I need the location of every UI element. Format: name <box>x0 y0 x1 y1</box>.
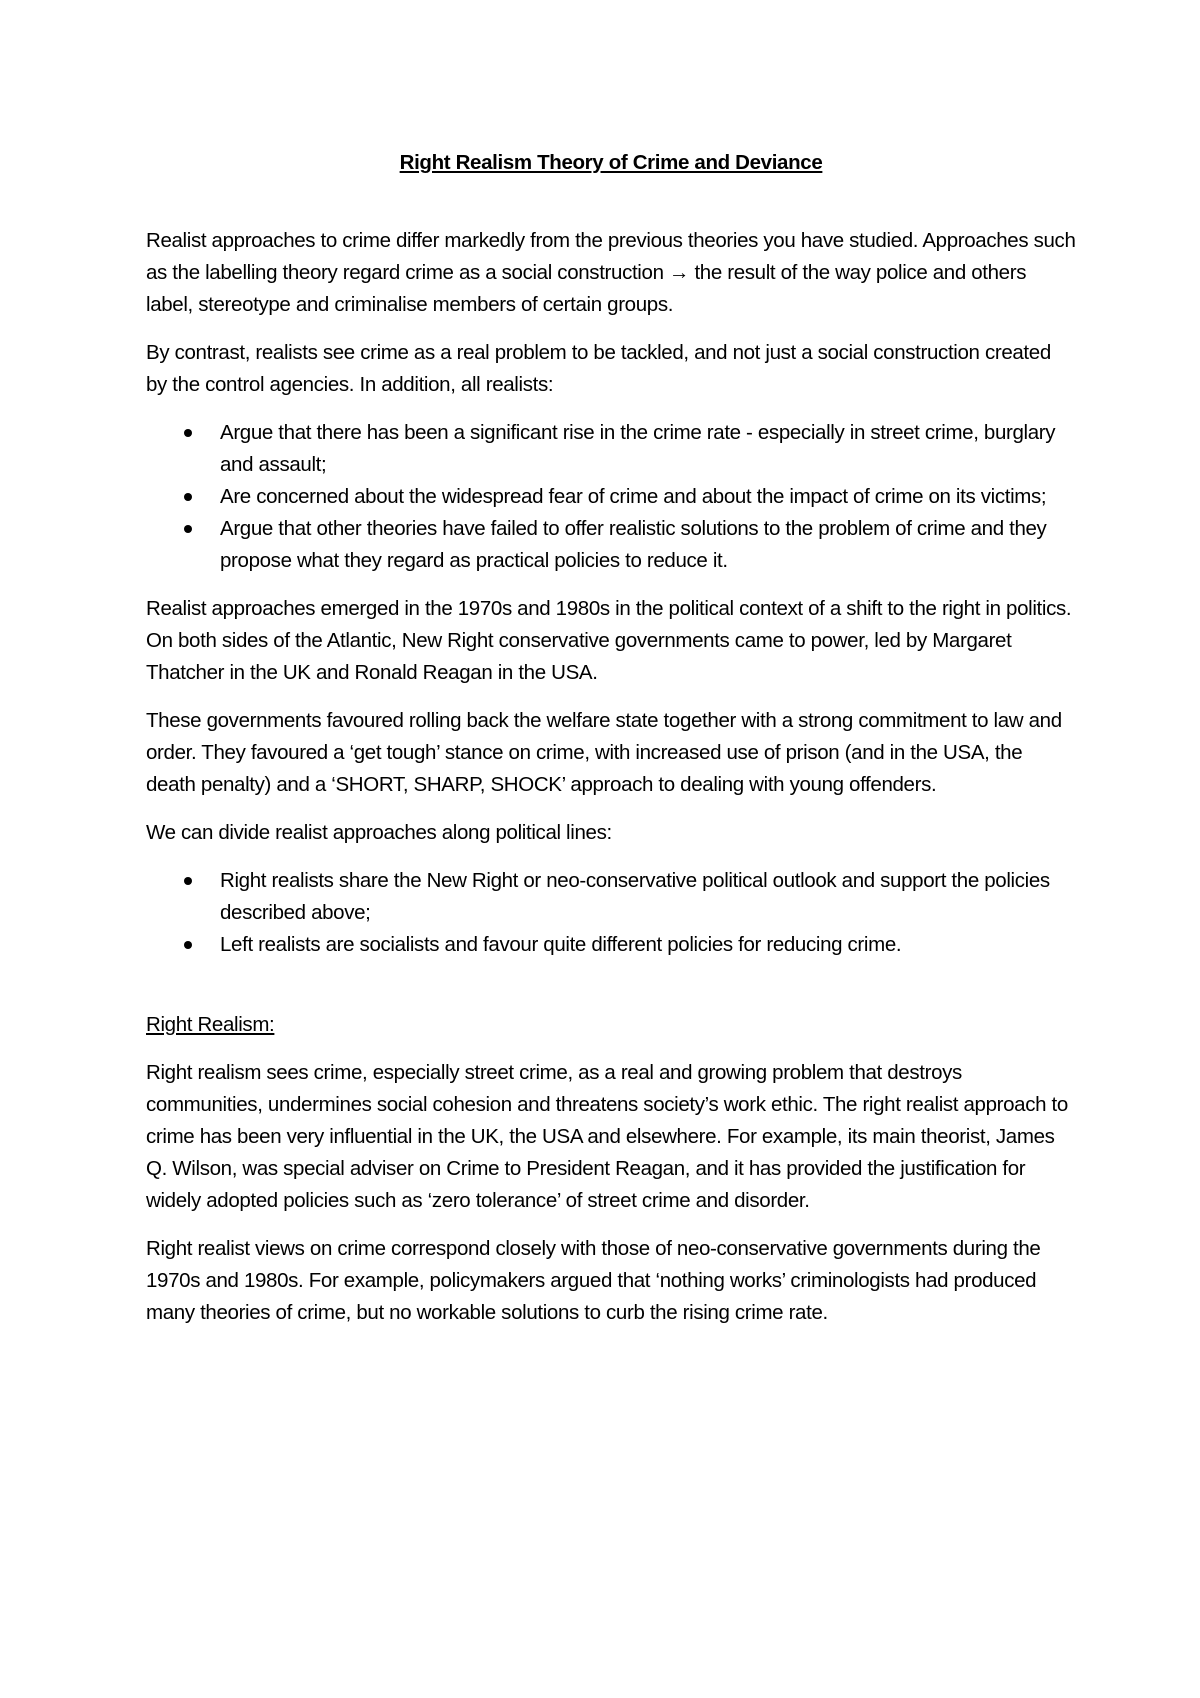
list-item <box>146 417 1076 481</box>
bullet-icon <box>184 429 192 437</box>
document-page <box>146 147 1076 1345</box>
governments-paragraph: These governments favoured rolling back the welfare state together with a strong commitment to law and order. They favoured a ‘get tough’ stance on crime, with increased use of prison (and in the USA, the death penalty) and a ‘SHORT, SHARP, SHOCK’ approach to dealing with young offenders. <box>146 709 1062 796</box>
bullet-icon <box>184 525 192 533</box>
list-item-text: Argue that there has been a significant rise in the crime rate - especially in street crime, burglary and assault; <box>220 421 1056 476</box>
political-points-list <box>146 865 1076 961</box>
bullet-icon <box>184 941 192 949</box>
context-paragraph: Realist approaches emerged in the 1970s and 1980s in the political context of a shift to the right in politics. On both sides of the Atlantic, New Right conservative governments came to power, led by Margaret Thatcher in the UK and Ronald Reagan in the USA. <box>146 597 1072 684</box>
realist-points-list <box>146 417 1076 577</box>
list-item <box>146 865 1076 929</box>
divide-paragraph: We can divide realist approaches along political lines: <box>146 821 612 844</box>
list-item-text: Left realists are socialists and favour quite different policies for reducing crime. <box>220 933 902 956</box>
list-item <box>146 513 1076 577</box>
bullet-icon <box>184 493 192 501</box>
list-item-text: Are concerned about the widespread fear of crime and about the impact of crime on its victims; <box>220 485 1047 508</box>
intro-paragraph: Realist approaches to crime differ markedly from the previous theories you have studied. Approaches such as the labelling theory regard crime as a social construction → the result of the way police and others label, stereotype and criminalise members of certain groups. <box>146 229 1076 316</box>
right-realism-heading: Right Realism: <box>146 1013 275 1036</box>
right-realism-paragraph-1: Right realism sees crime, especially street crime, as a real and growing problem that destroys communities, undermines social cohesion and threatens society’s work ethic. The right realist approach to crime has been very influential in the UK, the USA and elsewhere. For example, its main theorist, James Q. Wilson, was special adviser on Crime to President Reagan, and it has provided the justification for widely adopted policies such as ‘zero tolerance’ of street crime and disorder. <box>146 1061 1068 1212</box>
list-item <box>146 481 1076 513</box>
list-item-text: Right realists share the New Right or neo-conservative political outlook and support the policies described above; <box>220 869 1050 924</box>
list-item-text: Argue that other theories have failed to offer realistic solutions to the problem of crime and they propose what they regard as practical policies to reduce it. <box>220 517 1047 572</box>
bullet-icon <box>184 877 192 885</box>
document-title: Right Realism Theory of Crime and Deviance <box>399 151 823 174</box>
list-item <box>146 929 1076 961</box>
right-realism-paragraph-2: Right realist views on crime correspond closely with those of neo-conservative governments during the 1970s and 1980s. For example, policymakers argued that ‘nothing works’ criminologists had produced many theories of crime, but no workable solutions to curb the rising crime rate. <box>146 1237 1041 1324</box>
contrast-paragraph: By contrast, realists see crime as a real problem to be tackled, and not just a social construction created by the control agencies. In addition, all realists: <box>146 341 1051 396</box>
